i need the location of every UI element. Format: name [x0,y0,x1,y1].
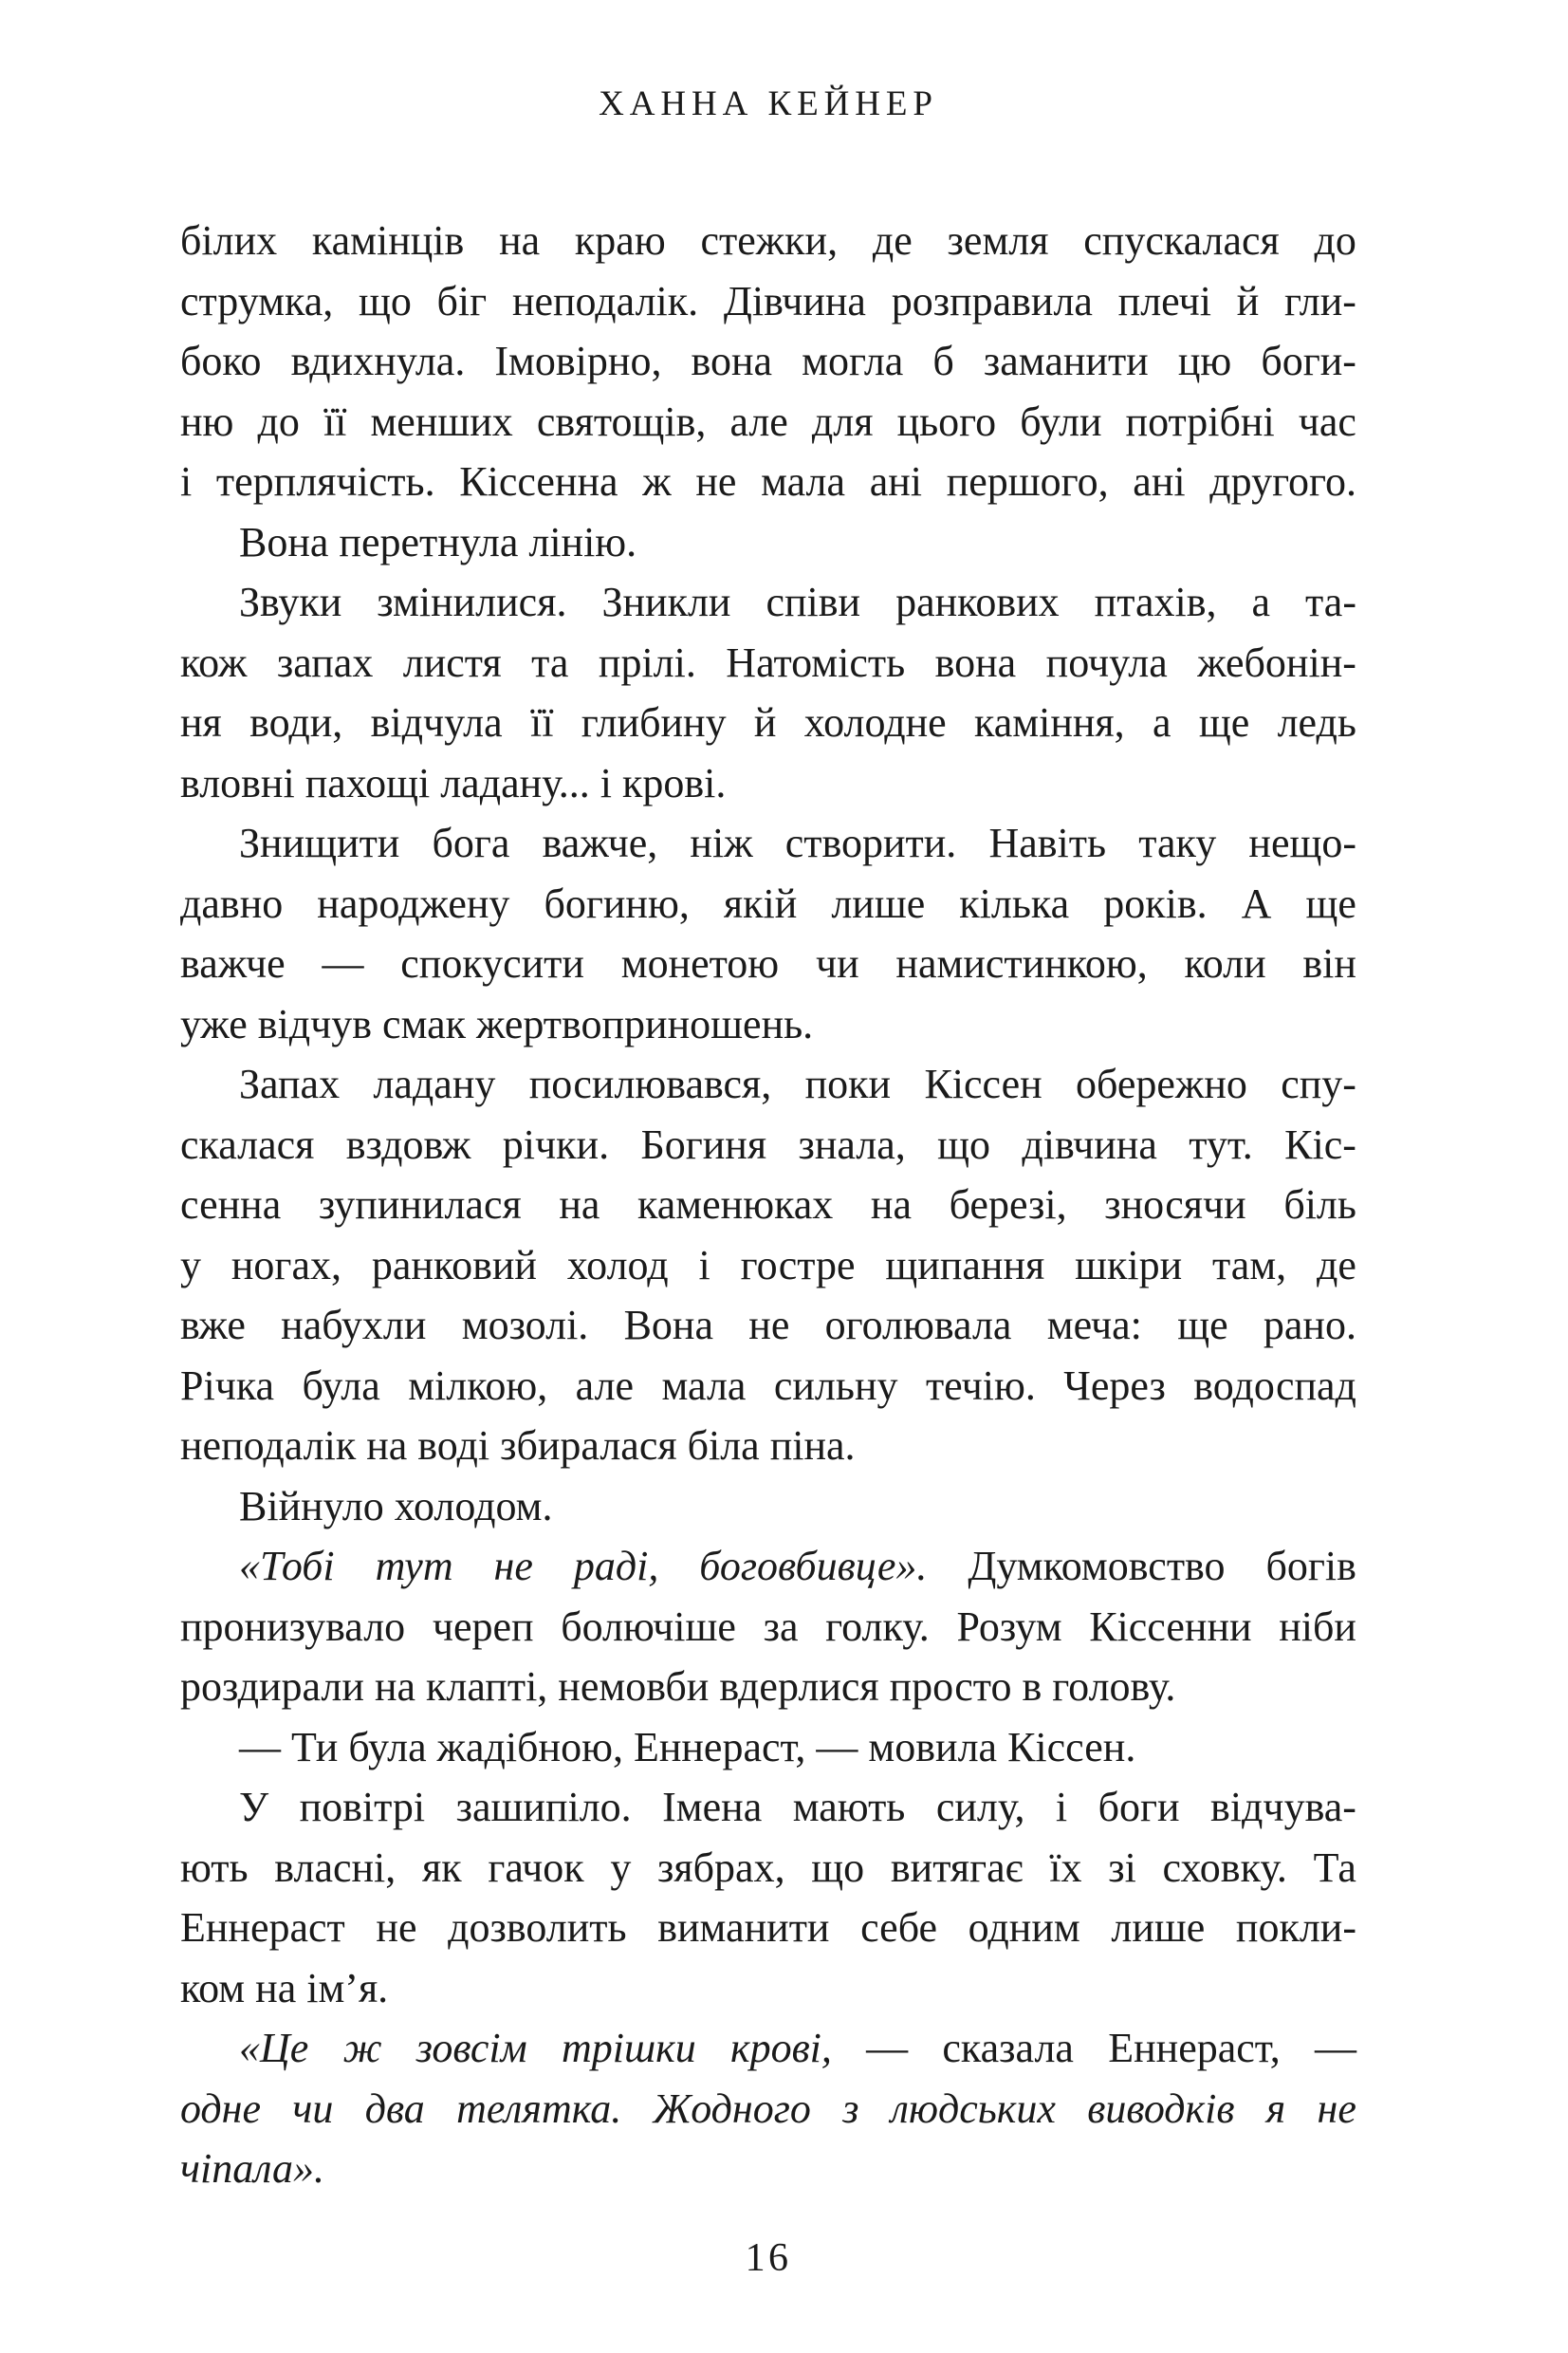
text-line: ють власні, як гачок у зябрах, що витягає їх зі сховку. Та [180,1843,1356,1891]
text-line: ня води, відчула її глибину й холодне каміння, а ще ледь [180,699,1356,746]
text-line: Звуки змінилися. Зникли співи ранкових птахів, а та- [239,579,1356,625]
page-number: 16 [745,2236,792,2280]
text-line: сенна зупинилася на каменюках на березі, зносячи біль [180,1181,1356,1228]
text-line: чіпала». [180,2145,324,2192]
text-line: неподалік на воді збиралася біла піна. [180,1422,856,1469]
body-text [180,211,1356,2199]
text-line: скалася вздовж річки. Богиня знала, що дівчина тут. Кіс- [180,1121,1356,1168]
text-line: ком на ім’я. [180,1964,389,2011]
running-header-author: ХАННА КЕЙНЕР [599,84,938,123]
text-line: роздирали на клапті, немовби вдерлися просто в голову. [180,1663,1176,1710]
text-line: Вона перетнула лінію. [239,518,637,565]
text-line: Запах ладану посилювався, поки Кіссен обережно спу- [239,1061,1356,1107]
text-line: струмка, що біг неподалік. Дівчина розправила плечі й гли- [180,277,1356,324]
text-line: кож запах листя та прілі. Натомість вона почула жебонін- [180,639,1356,686]
text-line: ню до її менших святощів, але для цього були потрібні час [180,398,1356,445]
text-line: білих камінців на краю стежки, де земля спускалася до [180,217,1356,264]
text-line: — Ти була жадібною, Еннераст, — мовила Кіссен. [239,1723,1136,1770]
text-line: уже відчув смак жертвоприношень. [180,1000,814,1047]
text-line: Річка була мілкою, але мала сильну течію. Через водоспад [180,1362,1356,1409]
text-line: «Це ж зовсім трішки крові, — сказала Еннераст, — [239,2025,1356,2071]
text-line: пронизувало череп болючіше за голку. Розум Кіссенни ніби [180,1603,1356,1650]
text-line: вже набухли мозолі. Вона не оголювала меча: ще рано. [180,1302,1356,1348]
text-line: У повітрі зашипіло. Імена мають силу, і боги відчува- [239,1784,1356,1830]
text-line: «Тобі тут не раді, боговбивце». Думкомовство богів [239,1543,1356,1589]
text-line: Еннераст не дозволить виманити себе одним лише покли- [180,1904,1356,1951]
text-line: і терплячість. Кіссенна ж не мала ані першого, ані другого. [180,458,1356,505]
text-line: Знищити бога важче, ніж створити. Навіть таку нещо- [239,820,1356,866]
text-line: одне чи два телятка. Жодного з людських виводків я не [180,2084,1356,2132]
text-line: у ногах, ранковий холод і гостре щипання шкіри там, де [180,1241,1356,1288]
text-line: вловні пахощі ладану... і крові. [180,759,727,806]
text-line: важче — спокусити монетою чи намистинкою, коли він [180,940,1356,987]
text-line: давно народжену богиню, якій лише кілька років. А ще [180,880,1356,927]
text-line: Війнуло холодом. [239,1482,553,1529]
text-line: боко вдихнула. Імовірно, вона могла б заманити цю боги- [180,338,1356,384]
